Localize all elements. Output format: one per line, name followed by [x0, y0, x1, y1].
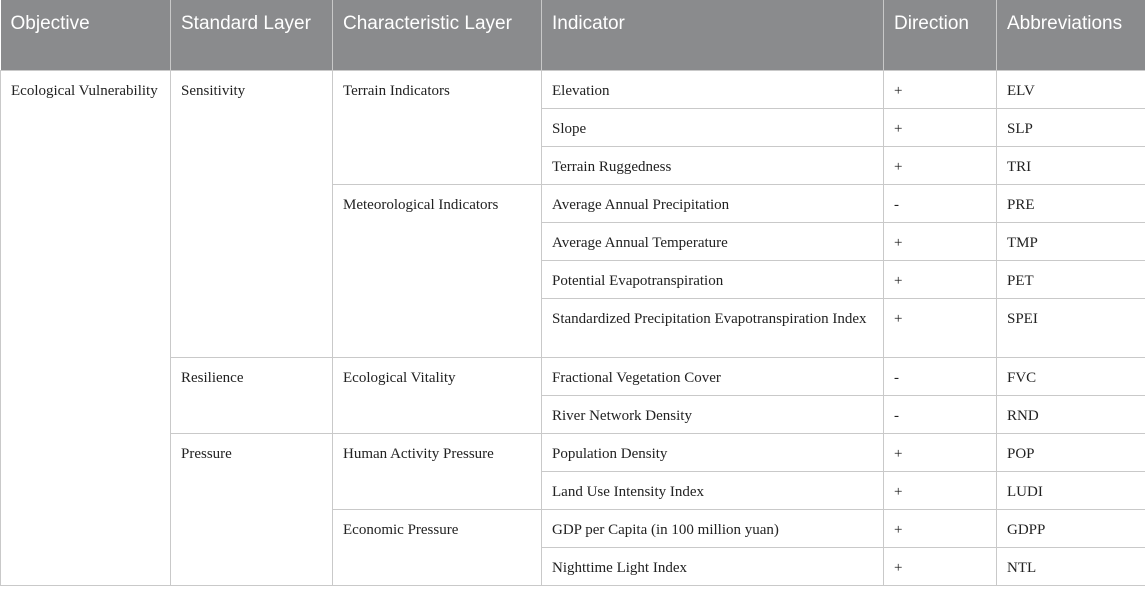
characteristic-layer-cell: Human Activity Pressure [333, 433, 542, 509]
direction-cell: + [884, 298, 997, 357]
abbreviation-cell: GDPP [997, 509, 1145, 547]
direction-cell: - [884, 184, 997, 222]
direction-cell: + [884, 108, 997, 146]
abbreviation-cell: SLP [997, 108, 1145, 146]
indicator-cell: Fractional Vegetation Cover [542, 357, 884, 395]
table-row [1, 357, 1145, 395]
indicator-cell: GDP per Capita (in 100 million yuan) [542, 509, 884, 547]
indicator-cell: Land Use Intensity Index [542, 471, 884, 509]
indicator-cell: Standardized Precipitation Evapotranspiration Index [542, 298, 884, 357]
abbreviation-cell: RND [997, 395, 1145, 433]
standard-layer-cell: Sensitivity [171, 70, 333, 357]
abbreviation-cell: NTL [997, 547, 1145, 585]
direction-cell: + [884, 547, 997, 585]
indicator-cell: Elevation [542, 70, 884, 108]
direction-cell: + [884, 146, 997, 184]
header-row [1, 0, 1145, 70]
abbreviation-cell: SPEI [997, 298, 1145, 357]
header-indicator: Indicator [542, 0, 884, 70]
characteristic-layer-cell: Ecological Vitality [333, 357, 542, 433]
table-row [1, 70, 1145, 108]
indicator-cell: Terrain Ruggedness [542, 146, 884, 184]
table-row [1, 433, 1145, 471]
indicator-cell: River Network Density [542, 395, 884, 433]
header-characteristic-layer: Characteristic Layer [333, 0, 542, 70]
direction-cell: - [884, 357, 997, 395]
abbreviation-cell: LUDI [997, 471, 1145, 509]
direction-cell: - [884, 395, 997, 433]
abbreviation-cell: FVC [997, 357, 1145, 395]
direction-cell: + [884, 260, 997, 298]
indicator-cell: Average Annual Temperature [542, 222, 884, 260]
indicator-cell: Slope [542, 108, 884, 146]
direction-cell: + [884, 509, 997, 547]
characteristic-layer-cell: Economic Pressure [333, 509, 542, 585]
direction-cell: + [884, 471, 997, 509]
characteristic-layer-cell: Terrain Indicators [333, 70, 542, 184]
indicator-cell: Nighttime Light Index [542, 547, 884, 585]
header-objective: Objective [1, 0, 171, 70]
indicator-cell: Average Annual Precipitation [542, 184, 884, 222]
direction-cell: + [884, 433, 997, 471]
characteristic-layer-cell: Meteorological Indicators [333, 184, 542, 357]
abbreviation-cell: POP [997, 433, 1145, 471]
abbreviation-cell: PRE [997, 184, 1145, 222]
abbreviation-cell: TRI [997, 146, 1145, 184]
direction-cell: + [884, 222, 997, 260]
header-standard-layer: Standard Layer [171, 0, 333, 70]
abbreviation-cell: ELV [997, 70, 1145, 108]
indicator-cell: Potential Evapotranspiration [542, 260, 884, 298]
header-direction: Direction [884, 0, 997, 70]
objective-cell: Ecological Vulnerability [1, 70, 171, 585]
table-header [1, 0, 1145, 70]
standard-layer-cell: Resilience [171, 357, 333, 433]
direction-cell: + [884, 70, 997, 108]
indicator-cell: Population Density [542, 433, 884, 471]
header-abbreviations: Abbreviations [997, 0, 1145, 70]
table-body [1, 70, 1145, 585]
abbreviation-cell: PET [997, 260, 1145, 298]
abbreviation-cell: TMP [997, 222, 1145, 260]
standard-layer-cell: Pressure [171, 433, 333, 585]
